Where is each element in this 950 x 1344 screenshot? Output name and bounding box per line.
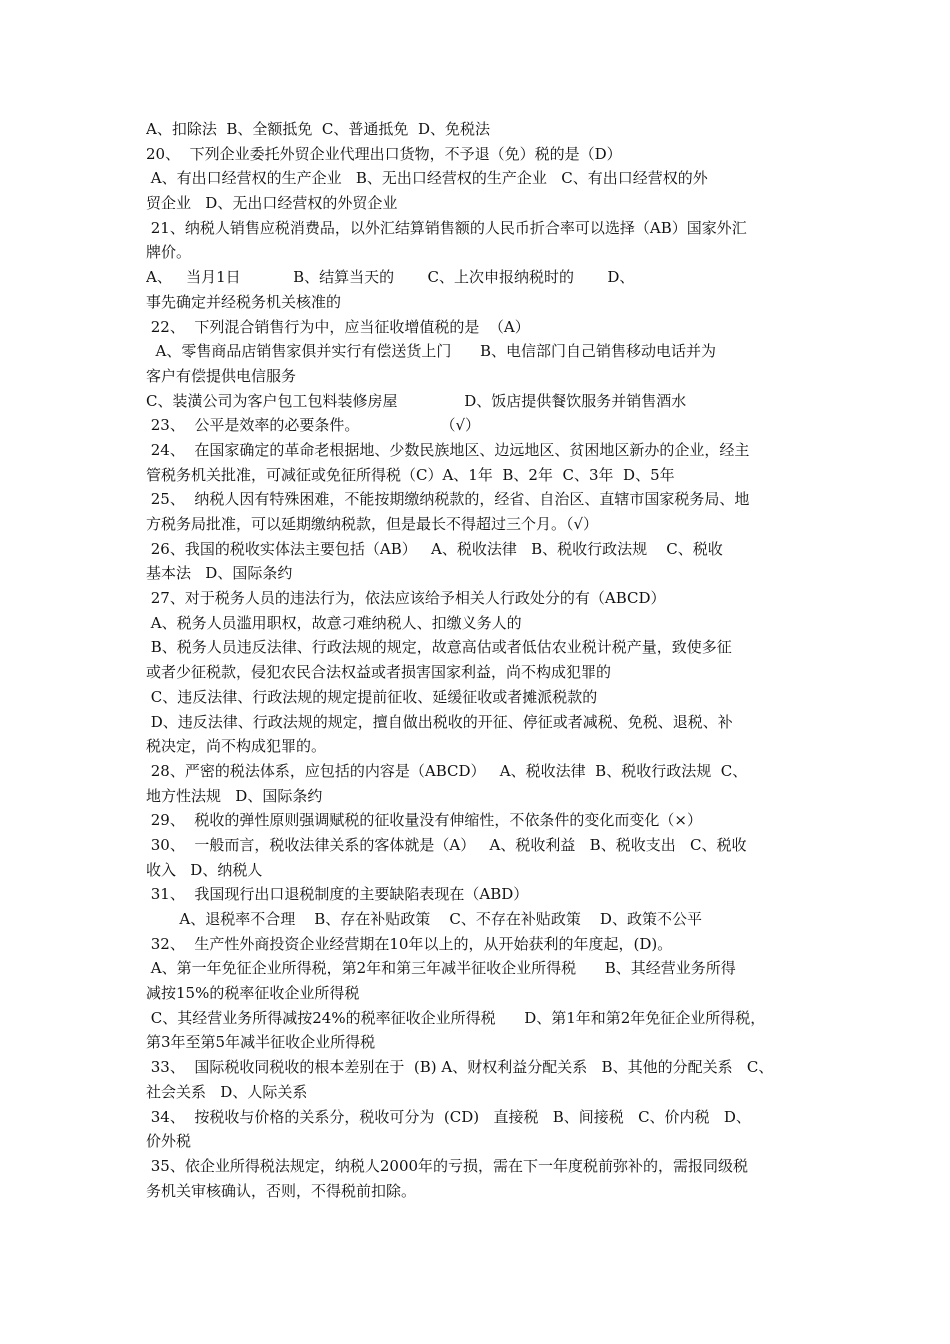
text-line: 第3年至第5年减半征收企业所得税 — [146, 1033, 376, 1052]
text-line: A、 当月1日 B、结算当天的 C、上次申报纳税时的 D、 — [146, 268, 635, 287]
text-line: 地方性法规 D、国际条约 — [146, 786, 323, 805]
text-line: 22、 下列混合销售行为中，应当征收增值税的是 （A） — [146, 317, 530, 336]
text-line: C、违反法律、行政法规的规定提前征收、延缓征收或者摊派税款的 — [146, 687, 598, 706]
text-line: 价外税 — [146, 1132, 192, 1151]
text-line: A、第一年免征企业所得税，第2年和第三年减半征收企业所得税 B、其经营业务所得 — [146, 959, 736, 978]
document-body — [146, 117, 810, 1203]
text-line: 34、 按税收与价格的关系分，税收可分为 (CD) 直接税 B、间接税 C、价内税 D、 — [146, 1107, 751, 1126]
text-line: 24、 在国家确定的革命老根据地、少数民族地区、边远地区、贫困地区新办的企业，经主 — [146, 440, 750, 459]
text-line: 26、我国的税收实体法主要包括（AB） A、税收法律 B、税收行政法规 C、税收 — [146, 539, 723, 558]
text-line: 社会关系 D、人际关系 — [146, 1082, 308, 1101]
text-line: 20、 下列企业委托外贸企业代理出口货物，不予退（免）税的是（D） — [146, 144, 622, 163]
text-line: 31、 我国现行出口退税制度的主要缺陷表现在（ABD） — [146, 885, 529, 904]
text-line: C、装潢公司为客户包工包料装修房屋 D、饭店提供餐饮服务并销售酒水 — [146, 391, 687, 410]
text-line: 27、对于税务人员的违法行为，依法应该给予相关人行政处分的有（ABCD） — [146, 589, 666, 608]
text-line: A、税务人员滥用职权，故意刁难纳税人、扣缴义务人的 — [146, 613, 522, 632]
text-line: 28、严密的税法体系，应包括的内容是（ABCD） A、税收法律 B、税收行政法规 C、 — [146, 761, 748, 780]
text-line: 基本法 D、国际条约 — [146, 564, 293, 583]
text-line: 减按15%的税率征收企业所得税 — [146, 984, 360, 1003]
text-line: 事先确定并经税务机关核准的 — [146, 292, 342, 311]
text-line: 方税务局批准，可以延期缴纳税款，但是最长不得超过三个月。（√） — [146, 515, 599, 533]
text-line: 32、 生产性外商投资企业经营期在10年以上的，从开始获利的年度起，(D)。 — [146, 934, 673, 953]
text-line: 35、依企业所得税法规定，纳税人2000年的亏损，需在下一年度税前弥补的，需报同级税 — [146, 1156, 749, 1175]
text-line: A、有出口经营权的生产企业 B、无出口经营权的生产企业 C、有出口经营权的外 — [146, 169, 708, 188]
text-line: B、税务人员违反法律、行政法规的规定，故意高估或者低估农业税计税产量，致使多征 — [146, 638, 732, 657]
text-line: 管税务机关批准，可减征或免征所得税（C）A、1年 B、2年 C、3年 D、5年 — [146, 465, 675, 484]
text-line: 33、 国际税收同税收的根本差别在于 (B) A、财权利益分配关系 B、其他的分配关系 C、 — [146, 1058, 774, 1077]
text-line: C、其经营业务所得减按24%的税率征收企业所得税 D、第1年和第2年免征企业所得税， — [146, 1008, 766, 1027]
text-line: 25、 纳税人因有特殊困难，不能按期缴纳税款的，经省、自治区、直辖市国家税务局、地 — [146, 490, 750, 509]
text-line: A、退税率不合理 B、存在补贴政策 C、不存在补贴政策 D、政策不公平 — [146, 910, 702, 928]
text-line: 务机关审核确认，否则，不得税前扣除。 — [146, 1181, 417, 1200]
text-line: D、违反法律、行政法规的规定，擅自做出税收的开征、停征或者减税、免税、退税、补 — [146, 712, 733, 731]
text-line: 或者少征税款，侵犯农民合法权益或者损害国家利益，尚不构成犯罪的 — [146, 663, 612, 682]
text-line: 30、 一般而言，税收法律关系的客体就是（A） A、税收利益 B、税收支出 C、税收 — [146, 835, 747, 854]
text-line: 23、 公平是效率的必要条件。 （√） — [146, 416, 481, 435]
text-line: A、扣除法 B、全额抵免 C、普通抵免 D、免税法 — [146, 120, 490, 138]
text-line: 税决定，尚不构成犯罪的。 — [146, 737, 327, 756]
text-line: 客户有偿提供电信服务 — [146, 366, 297, 385]
text-line: 29、 税收的弹性原则强调赋税的征收量没有伸缩性，不依条件的变化而变化（×） — [146, 811, 702, 830]
text-line: A、零售商品店销售家俱并实行有偿送货上门 B、电信部门自己销售移动电话并为 — [146, 342, 717, 361]
text-line: 21、纳税人销售应税消费品，以外汇结算销售额的人民币折合率可以选择（AB）国家外汇 — [146, 218, 747, 237]
text-line: 牌价。 — [146, 243, 192, 262]
text-line: 贸企业 D、无出口经营权的外贸企业 — [146, 194, 398, 213]
text-line: 收入 D、纳税人 — [146, 860, 263, 879]
